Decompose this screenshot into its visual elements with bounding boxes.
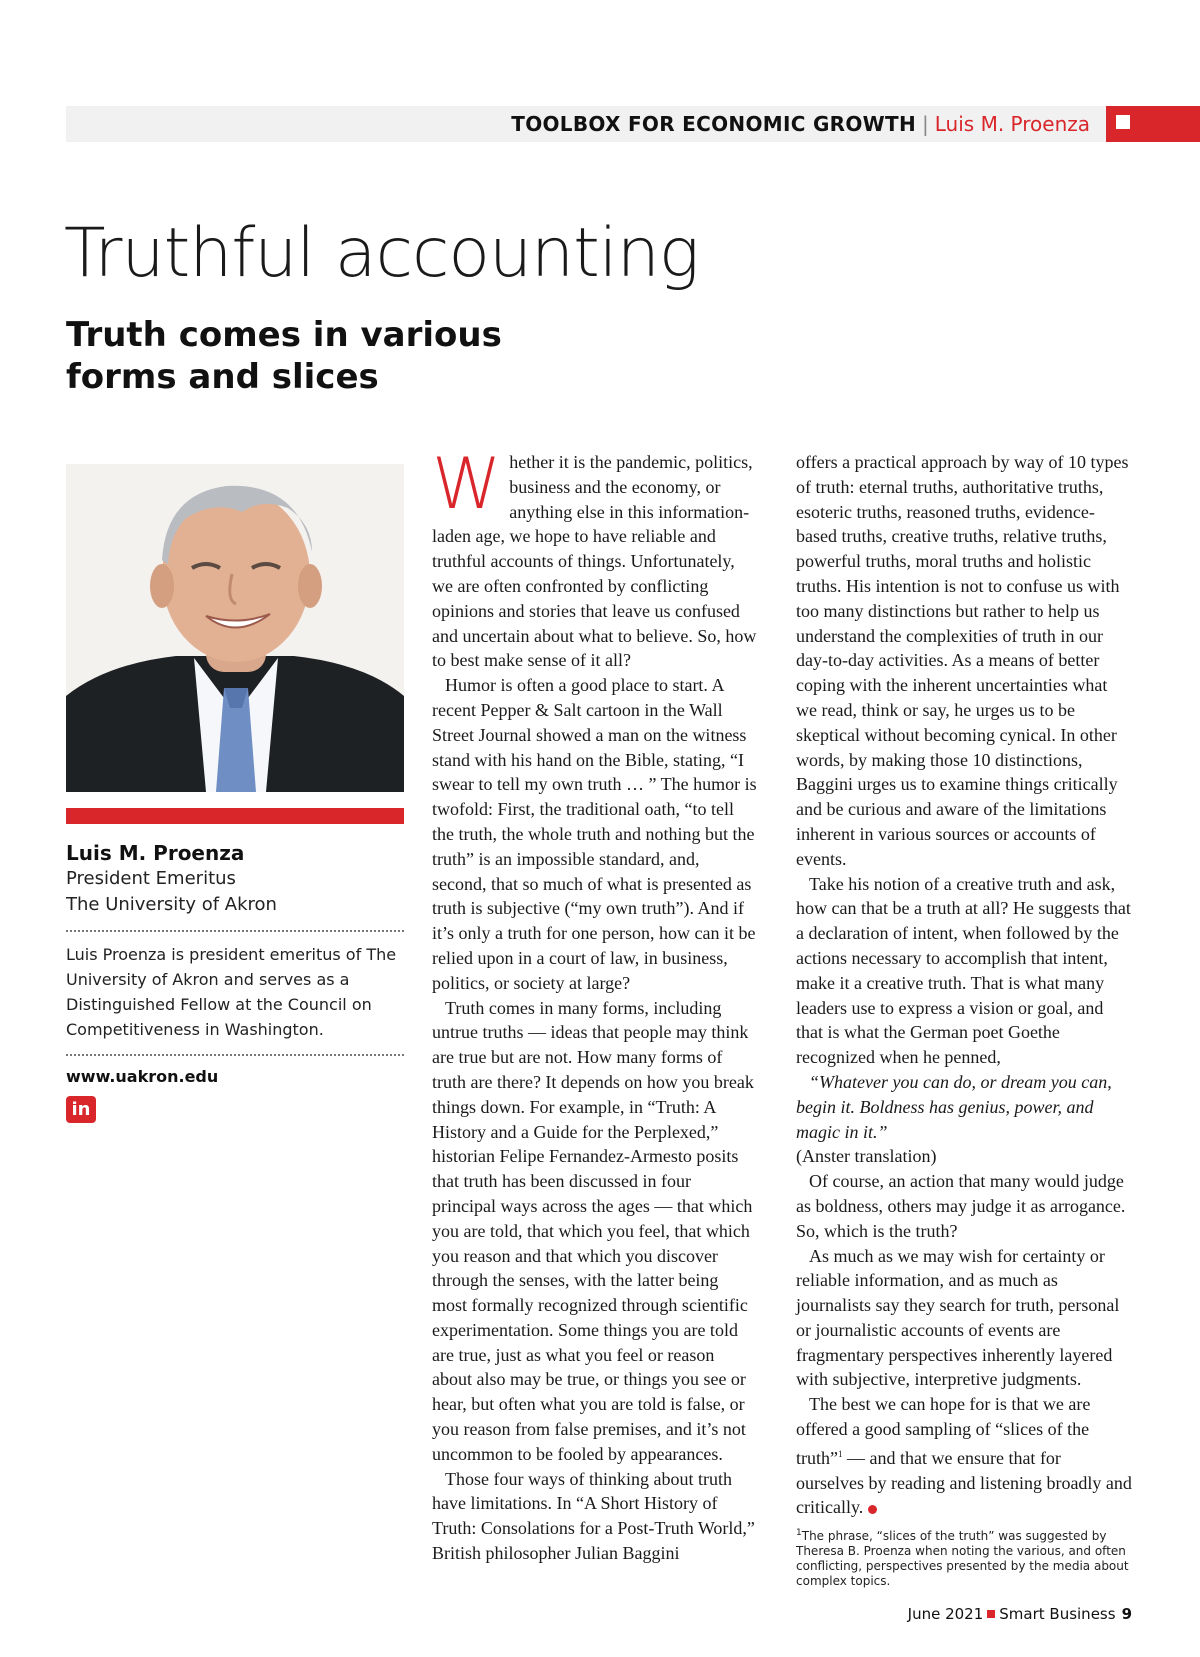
article-paragraph [432,443,757,673]
running-header [511,112,1090,136]
article-paragraph: As much as we may wish for certainty or reliable information, and as much as journalists say they search for truth, personal or journalistic accounts of events are fragmentary perspectives inherently layered with subjective, interpretive judgments. [796,1245,1120,1390]
linkedin-icon[interactable]: in [66,1096,96,1123]
author-sidebar [66,840,404,1123]
sidebar-divider-bottom [66,1054,404,1056]
end-mark-icon [868,1505,877,1514]
issue-date: June 2021 [907,1605,984,1623]
article-paragraph: Those four ways of thinking about truth have limitations. In “A Short History of Truth: Consolations for a Post-Truth World,” British philosopher Julian Baggini [432,1468,755,1564]
article-column-2 [796,450,1132,1589]
article-paragraph [796,1392,1132,1520]
publication-name: Smart Business [999,1605,1116,1623]
author-portrait-illustration [66,464,404,792]
section-name: TOOLBOX FOR ECONOMIC GROWTH [511,112,917,136]
footnote-number: 1 [796,1528,802,1539]
author-name: Luis M. Proenza [66,841,245,865]
article-title: Truthful accounting [64,214,699,293]
header-author: Luis M. Proenza [934,112,1090,136]
article-column-1 [432,443,757,1566]
article-paragraph: Take his notion of a creative truth and ask, how can that be a truth at all? He suggests that a declaration of intent, when followed by the actions necessary to accomplish that intent, make it a creative truth. That is what many leaders use to express a vision or goal, and that is what the German poet Goethe recognized when he penned, [796,873,1131,1068]
paragraph-text: — and that we ensure that for ourselves by reading and listening broadly and critically. [796,1447,1132,1518]
website-link[interactable]: www.uakron.edu [66,1067,219,1086]
paragraph-text: hether it is the pandemic, politics, business and the economy, or anything else in this information-laden age, we hope to have reliable and truthful accounts of things. Unfortunately, we are often confronted by conflicting opinions and stories that leave us confused and uncertain about what to believe. So, how to best make sense of it all? [432,452,757,671]
goethe-quote: “Whatever you can do, or dream you can, begin it. Boldness has genius, power, and magic in it.” [796,1071,1112,1142]
drop-cap: W [432,443,502,525]
author-photo [66,464,404,792]
page-footer [908,1604,1132,1624]
author-bio: Luis Proenza is president emeritus of The University of Akron and serves as a Distinguished Fellow at the Council on Competitiveness in Washington. [66,945,397,1039]
paragraph-text: The best we can hope for is that we are offered a good sampling of “slices of the truth” [796,1394,1091,1468]
author-role: President Emeritus [66,868,236,889]
author-organization: The University of Akron [66,894,277,915]
sidebar-red-rule [66,808,404,824]
article-paragraph: offers a practical approach by way of 10 types of truth: eternal truths, authoritative truths, esoteric truths, reasoned truths, evidence-based truths, creative truths, relative truths, powerful truths, moral truths and holistic truths. His intention is not to confuse us with too many distinctions but rather to help us understand the complexities of truth in our day-to-day activities. As a means of better coping with the inherent uncertainties what we read, think or say, he urges us to be skeptical without becoming cynical. In other words, by making those 10 distinctions, Baggini urges us to examine things critically and be curious and aware of the limitations inherent in various sources or accounts of events. [796,452,1129,869]
footnote-marker: 1 [838,1448,843,1459]
footnote [796,1526,1132,1589]
footer-square-icon [987,1610,995,1618]
article-paragraph: Humor is often a good place to start. A recent Pepper & Salt cartoon in the Wall Street Journal showed a man on the witness stand with his hand on the Bible, stating, “I swear to tell my own truth … ” The humor is twofold: First, the traditional oath, “to tell the truth, the whole truth and nothing but the truth” is an impossible standard, and, second, that so much of what is presented as truth is subjective (“my own truth”). And if it’s only a truth for one person, how can it be relied upon in a court of law, in business, politics, or society at large? [432,675,757,993]
article-paragraph: Truth comes in many forms, including untrue truths — ideas that people may think are true but are not. How many forms of truth are there? It depends on how you break things down. For example, in “Truth: A History and a Guide for the Perplexed,” historian Felipe Fernandez-Armesto posits that truth has been discussed in four principal ways across the ages — that which you are told, that which you feel, that which you reason and that which you discover through the senses, with the latter being most formally recognized through scientific experimentation. Some things you are told are true, just as what you feel or reason about also may be true, or things you see or hear, but often what you are told is false, or you reason from false premises, and it’s not uncommon to be fooled by appearances. [432,997,754,1464]
article-paragraph: Of course, an action that many would judge as boldness, others may judge it as arrogance. So, which is the truth? [796,1171,1126,1241]
header-separator: | [922,112,929,136]
page-number: 9 [1121,1605,1132,1623]
article-subtitle: Truth comes in various forms and slices [66,315,502,397]
quote-attribution: (Anster translation) [796,1146,937,1167]
sidebar-divider [66,930,404,932]
square-icon [1116,115,1130,129]
footnote-text: The phrase, “slices of the truth” was suggested by Theresa B. Proenza when noting the various, and often conflicting, perspectives presented by the media about complex topics. [796,1529,1129,1589]
